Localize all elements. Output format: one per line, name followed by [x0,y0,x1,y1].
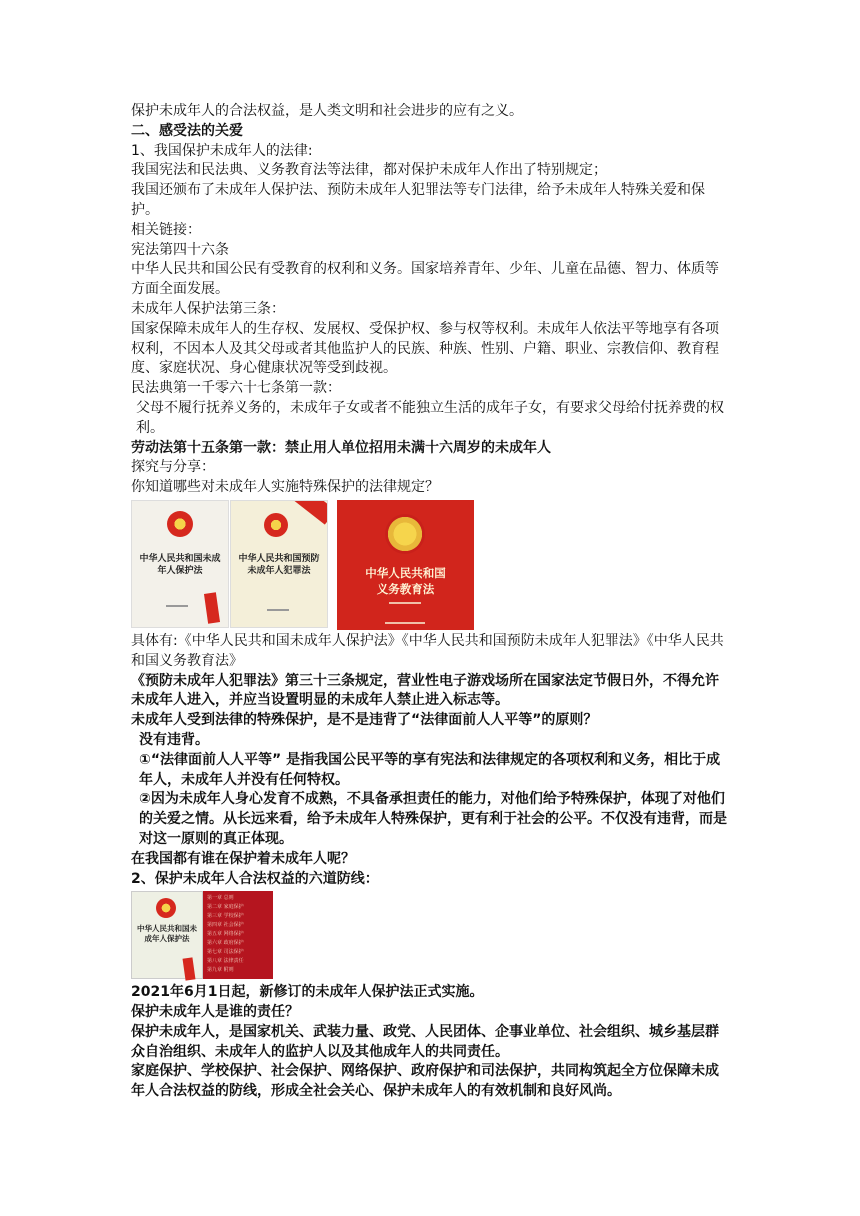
paragraph: 我国还颁布了未成年人保护法、预防未成年人犯罪法等专门法律，给予未成年人特殊关爱和保护。 [131,182,705,218]
paragraph: 我国宪法和民法典、义务教育法等法律，都对保护未成年人作出了特别规定； [131,162,607,179]
question: 在我国都有谁在保护着未成年人呢？ [131,850,355,867]
paragraph: 家庭保护、学校保护、社会保护、网络保护、政府保护和司法保护，共同构筑起全方位保障未成年人合法权益的防线，形成全社会关心、保护未成年人的有效机制和良好风尚。 [131,1063,719,1100]
effective-date-line: 2021年6月1日起，新修订的未成年人保护法正式实施。 [131,984,484,1001]
explore-label: 探究与分享： [131,459,215,476]
subheading: 2、保护未成年人合法权益的六道防线： [131,870,379,887]
emblem-icon [156,898,176,918]
toc-item: 第九章 附则 [207,967,234,974]
law-list: 具体有:《中华人民共和国未成年人保护法》《中华人民共和国预防未成年人犯罪法》《中华人民共和国义务教育法》 [131,632,724,669]
toc-item: 第三章 学校保护 [207,913,244,920]
book-title-line1: 中华人民共和国 [365,565,446,580]
labor-law-line: 劳动法第十五条第一款：禁止用人单位招用未满十六周岁的未成年人 [131,439,551,456]
intro-line: 保护未成年人的合法权益，是人类文明和社会进步的应有之义。 [131,103,523,119]
emblem-icon [167,511,193,537]
book-title: 中华人民共和国预防未成年人犯罪法 [238,553,320,576]
toc-item: 第四章 社会保护 [207,922,244,929]
law-title: 未成年人保护法第三条： [131,300,285,317]
question: 保护未成年人是谁的责任？ [131,1004,299,1021]
subheading: 1、我国保护未成年人的法律: [131,142,313,159]
question: 未成年人受到法律的特殊保护，是不是违背了“法律面前人人平等”的原则？ [131,712,598,729]
paragraph: 中华人民共和国公民有受教育的权利和义务。国家培养青年、少年、儿童在品德、智力、体质等方面全面发展。 [131,261,719,298]
emblem-icon [385,514,425,554]
law-book-images [131,500,731,632]
toc-item: 第七章 司法保护 [207,949,244,956]
emblem-icon [264,513,288,537]
answer: 没有违背。 [139,731,209,748]
edition-tag [204,592,220,623]
section-heading: 二、感受法的关爱 [131,122,243,139]
crime-prevention-law-book [230,500,328,628]
edition-tag [183,958,196,981]
book-title-line2: 义务教育法 [376,581,435,596]
minor-protection-law-book [131,500,229,628]
toc-item: 第八章 法律责任 [207,958,244,965]
toc-item: 第六章 政府保护 [207,940,244,947]
document-page [131,102,731,1102]
law-title: 民法典第一千零六十七条第一款： [131,380,341,397]
book-cover [131,891,203,979]
related-links-label: 相关链接： [131,221,201,238]
answer-point-1: ①“法律面前人人平等” 是指我国公民平等的享有宪法和法律规定的各项权利和义务，相比于成年人，未成年人并没有任何特权。 [139,751,721,788]
book-title: 中华人民共和国未成年人保护法 [137,924,197,944]
answer-point-2: ②因为未成年人身心发育不成熟，不具备承担责任的能力，对他们给予特殊保护，体现了对他们的关爱之情。从长远来看，给予未成年人特殊保护，更有利于社会的公平。不仅没有违背，而是对这一原则的真正体现。 [139,791,727,847]
paragraph: 国家保障未成年人的生存权、发展权、受保护权、参与权等权利。未成年人依法平等地享有各项权利，不因本人及其父母或者其他监护人的民族、种族、性别、户籍、职业、宗教信仰、教育程度、家庭状况、身心健康状况等受到歧视。 [131,320,719,377]
paragraph: 父母不履行抚养义务的，未成年子女或者不能独立生活的成年子女，有要求父母给付抚养费的权利。 [136,399,724,436]
edition-tag [290,500,328,525]
paragraph: 保护未成年人，是国家机关、武装力量、政党、人民团体、企事业单位、社会组织、城乡基层群众自治组织、未成年人的监护人以及其他成年人的共同责任。 [131,1023,719,1060]
minor-protection-law-image [131,891,273,979]
table-of-contents [203,891,273,979]
law-title: 宪法第四十六条 [131,241,229,258]
toc-item: 第一章 总则 [207,895,234,902]
paragraph: 《预防未成年人犯罪法》第三十三条规定，营业性电子游戏场所在国家法定节假日外，不得允许未成年人进入，并应当设置明显的未成年人禁止进入标志等。 [131,672,719,709]
compulsory-education-law-book [337,500,474,630]
toc-item: 第五章 网络保护 [207,931,244,938]
book-title: 中华人民共和国未成年人保护法 [139,553,221,576]
question: 你知道哪些对未成年人实施特殊保护的法律规定？ [131,479,439,496]
toc-item: 第二章 家庭保护 [207,904,244,911]
